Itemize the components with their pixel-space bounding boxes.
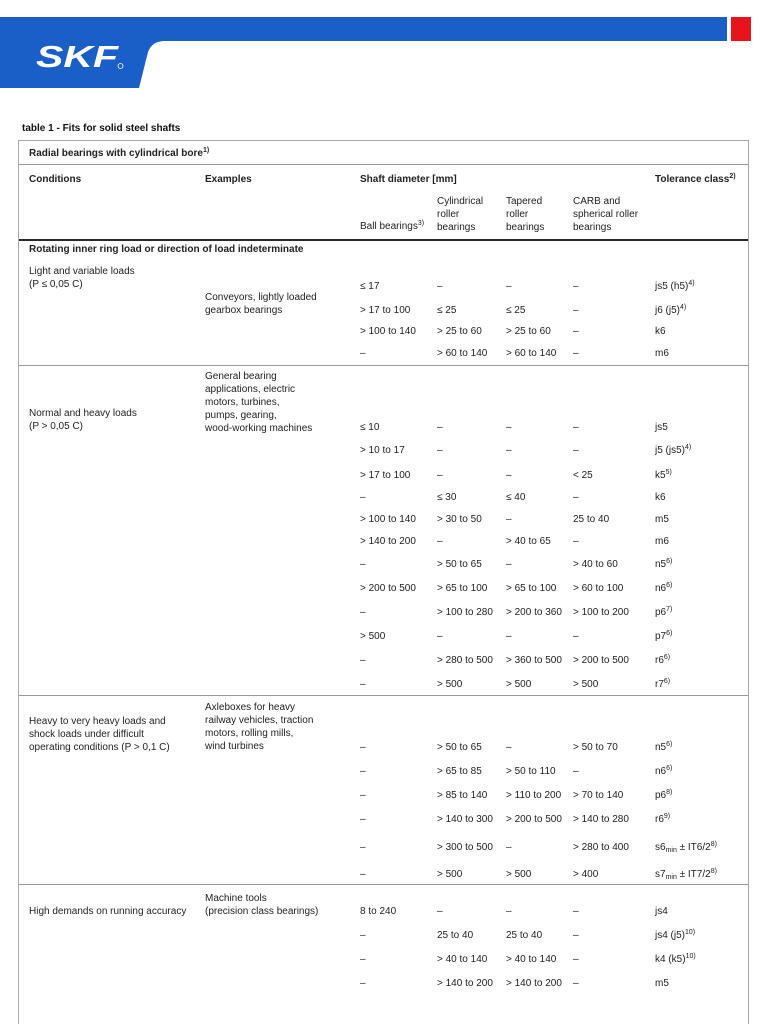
cell-tolerance-class — [655, 535, 669, 548]
skf-logo-text: SKF — [36, 39, 120, 74]
cell-ball-bearings: > 17 to 100 — [360, 470, 411, 481]
cell-tolerance-class — [655, 606, 672, 619]
cell-ball-bearings: > 17 to 100 — [360, 305, 411, 316]
example-text: Axleboxes for heavy — [205, 702, 296, 713]
cell-tolerance-class — [655, 444, 691, 457]
cell-carb-spherical: > 60 to 100 — [573, 583, 624, 594]
footnote-ref: 8) — [710, 841, 717, 848]
skf-header-banner — [0, 0, 768, 88]
cell-tolerance-class — [655, 491, 666, 504]
tolerance-value: n6 — [655, 766, 667, 777]
cell-cylindrical-roller: > 280 to 500 — [437, 655, 493, 666]
cell-tolerance-class — [655, 347, 669, 360]
tolerance-value: j6 (j5) — [655, 305, 681, 316]
cell-cylindrical-roller: > 100 to 280 — [437, 607, 493, 618]
cell-cylindrical-roller: > 140 to 300 — [437, 814, 493, 825]
cell-ball-bearings: – — [360, 790, 366, 801]
condition-text: (P > 0,05 C) — [29, 421, 84, 432]
cell-tapered-roller: > 60 to 140 — [506, 348, 557, 359]
cell-tolerance-class — [655, 654, 670, 667]
cell-cylindrical-roller: ≤ 25 — [437, 305, 457, 316]
cell-carb-spherical: – — [573, 954, 579, 965]
cell-cylindrical-roller: > 500 — [437, 679, 463, 690]
cell-ball-bearings: – — [360, 679, 366, 690]
tolerance-value: r6 — [655, 814, 664, 825]
cell-tolerance-class — [655, 558, 672, 571]
cell-carb-spherical: > 40 to 60 — [573, 559, 618, 570]
cell-ball-bearings: – — [360, 814, 366, 825]
cell-tapered-roller: > 65 to 100 — [506, 583, 557, 594]
cell-tolerance-class — [655, 905, 668, 918]
example-text: applications, electric — [205, 384, 296, 395]
cell-tapered-roller: 25 to 40 — [506, 930, 543, 941]
tolerance-value: j5 (js5) — [655, 445, 686, 456]
cell-tapered-roller: – — [506, 514, 512, 525]
tolerance-value: p6 — [655, 607, 667, 618]
footnote-ref: 6) — [666, 741, 673, 748]
cell-cylindrical-roller: > 65 to 85 — [437, 766, 482, 777]
group-divider — [19, 695, 748, 696]
footnote-ref: 6) — [663, 654, 671, 661]
cell-cylindrical-roller: > 30 to 50 — [437, 514, 482, 525]
header-cylindrical-roller-bearings: Cylindrical — [437, 196, 484, 207]
cell-carb-spherical: – — [573, 348, 579, 359]
cell-tapered-roller: – — [506, 422, 512, 433]
cell-carb-spherical: > 400 — [573, 869, 599, 880]
example-text: Machine tools — [205, 893, 267, 904]
cell-tapered-roller: > 500 — [506, 869, 532, 880]
cell-cylindrical-roller: – — [437, 631, 443, 642]
tolerance-value: js4 — [655, 906, 668, 917]
cell-cylindrical-roller: > 140 to 200 — [437, 978, 493, 989]
example-text: wood-working machines — [205, 423, 313, 434]
cell-tapered-roller: – — [506, 470, 512, 481]
footnote-ref: 7) — [666, 606, 673, 613]
tolerance-value: m6 — [655, 536, 669, 547]
cell-ball-bearings: – — [360, 930, 366, 941]
cell-cylindrical-roller: – — [437, 445, 443, 456]
tolerance-value: m6 — [655, 348, 669, 359]
tolerance-value: js5 (h5) — [655, 281, 689, 292]
footnote-ref: 6) — [666, 630, 673, 637]
footnote-ref: 10) — [685, 953, 696, 960]
cell-cylindrical-roller: ≤ 30 — [437, 492, 457, 503]
header-cylindrical-roller-bearings: roller — [437, 209, 460, 220]
example-text: motors, turbines, — [205, 397, 280, 408]
cell-tolerance-class — [655, 582, 672, 595]
cell-tolerance-class — [655, 953, 696, 966]
cell-carb-spherical: > 50 to 70 — [573, 742, 618, 753]
cell-carb-spherical: – — [573, 766, 579, 777]
cell-tapered-roller: > 140 to 200 — [506, 978, 562, 989]
tolerance-tail: ± IT6/2 — [676, 842, 711, 853]
cell-ball-bearings: > 200 to 500 — [360, 583, 416, 594]
condition-text: (P ≤ 0,05 C) — [29, 279, 83, 290]
cell-tolerance-class — [655, 513, 669, 526]
footnote-ref: 4) — [688, 280, 695, 287]
cell-tapered-roller: – — [506, 842, 512, 853]
tolerance-value: k6 — [655, 326, 666, 337]
cell-ball-bearings: – — [360, 348, 366, 359]
cell-ball-bearings: ≤ 10 — [360, 422, 380, 433]
cell-tolerance-class — [655, 741, 672, 754]
skf-logo — [36, 39, 123, 74]
cell-tapered-roller: > 40 to 65 — [506, 536, 551, 547]
red-corner-square — [731, 17, 751, 41]
cell-carb-spherical: – — [573, 631, 579, 642]
tolerance-subscript: min — [665, 847, 677, 854]
cell-carb-spherical: 25 to 40 — [573, 514, 610, 525]
cell-tolerance-class — [655, 678, 670, 691]
cell-ball-bearings: > 140 to 200 — [360, 536, 416, 547]
tolerance-value: js5 — [655, 422, 668, 433]
cell-cylindrical-roller: – — [437, 422, 443, 433]
cell-ball-bearings: – — [360, 742, 366, 753]
tolerance-subscript: min — [665, 874, 677, 881]
tolerance-value: k4 (k5) — [655, 954, 686, 965]
cell-carb-spherical: – — [573, 978, 579, 989]
cell-ball-bearings: – — [360, 869, 366, 880]
example-text: General bearing — [205, 371, 277, 382]
cell-tolerance-class — [655, 304, 686, 317]
header-ball-bearings: Ball bearings$^{3)}$ — [360, 220, 425, 232]
cell-tapered-roller: – — [506, 559, 512, 570]
cell-tapered-roller: > 360 to 500 — [506, 655, 562, 666]
cell-carb-spherical: > 100 to 200 — [573, 607, 629, 618]
cell-tapered-roller: > 500 — [506, 679, 532, 690]
condition-text: Light and variable loads — [29, 266, 135, 277]
cell-carb-spherical: – — [573, 281, 579, 292]
header-tolerance-class: Tolerance class$^{2)}$ — [655, 173, 736, 185]
cell-ball-bearings: – — [360, 559, 366, 570]
example-text: (precision class bearings) — [205, 906, 319, 917]
cell-tapered-roller: – — [506, 742, 512, 753]
example-text: wind turbines — [205, 741, 264, 752]
condition-text: Normal and heavy loads — [29, 408, 137, 419]
tolerance-tail: ± IT7/2 — [676, 869, 711, 880]
footnote-ref: 9) — [663, 813, 671, 820]
cell-cylindrical-roller: > 85 to 140 — [437, 790, 488, 801]
cell-tapered-roller: > 40 to 140 — [506, 954, 557, 965]
cell-ball-bearings: > 500 — [360, 631, 386, 642]
example-text: Conveyors, lightly loaded — [205, 292, 317, 303]
cell-tapered-roller: > 110 to 200 — [506, 790, 562, 801]
cell-cylindrical-roller: > 500 — [437, 869, 463, 880]
cell-ball-bearings: ≤ 17 — [360, 281, 380, 292]
cell-carb-spherical: – — [573, 536, 579, 547]
group-divider — [19, 365, 748, 366]
header-examples: Examples — [205, 174, 252, 185]
cell-carb-spherical: > 140 to 280 — [573, 814, 629, 825]
example-text: gearbox bearings — [205, 305, 283, 316]
cell-ball-bearings: – — [360, 492, 366, 503]
tolerance-value: m5 — [655, 514, 669, 525]
cell-cylindrical-roller: – — [437, 470, 443, 481]
header-cylindrical-roller-bearings: bearings — [437, 222, 476, 233]
cell-carb-spherical: > 500 — [573, 679, 599, 690]
cell-tolerance-class — [655, 280, 695, 293]
cell-carb-spherical: – — [573, 445, 579, 456]
footnote-ref: 2) — [729, 173, 736, 180]
cell-tapered-roller: – — [506, 445, 512, 456]
cell-tapered-roller: – — [506, 631, 512, 642]
cell-carb-spherical: – — [573, 930, 579, 941]
cell-cylindrical-roller: > 50 to 65 — [437, 559, 482, 570]
cell-carb-spherical: – — [573, 492, 579, 503]
example-text: railway vehicles, traction — [205, 715, 314, 726]
cell-cylindrical-roller: > 40 to 140 — [437, 954, 488, 965]
condition-text: operating conditions (P > 0,1 C) — [29, 742, 170, 753]
tolerance-value: s7 — [655, 869, 666, 880]
cell-tolerance-class — [655, 630, 672, 643]
table-caption: table 1 - Fits for solid steel shafts — [22, 123, 181, 134]
condition-text: Heavy to very heavy loads and — [29, 716, 166, 727]
cell-carb-spherical: > 280 to 400 — [573, 842, 629, 853]
footnote-ref: 6) — [663, 678, 671, 685]
tolerance-value: k6 — [655, 492, 666, 503]
cell-cylindrical-roller: 25 to 40 — [437, 930, 474, 941]
footnote-ref: 4) — [680, 304, 687, 311]
cell-tolerance-class — [655, 977, 669, 990]
tolerance-value: m5 — [655, 978, 669, 989]
cell-ball-bearings: – — [360, 978, 366, 989]
cell-cylindrical-roller: – — [437, 906, 443, 917]
cell-ball-bearings: – — [360, 954, 366, 965]
tolerance-value: s6 — [655, 842, 666, 853]
cell-tolerance-class — [655, 929, 695, 942]
tolerance-value: k5 — [655, 470, 666, 481]
tolerance-value: n5 — [655, 742, 667, 753]
divider — [19, 164, 748, 165]
cell-tapered-roller: ≤ 40 — [506, 492, 526, 503]
group-divider — [19, 884, 748, 885]
cell-tolerance-class — [655, 421, 668, 434]
cell-tolerance-class — [655, 765, 672, 778]
footnote-ref: 8) — [710, 868, 717, 875]
header-shaft-diameter: Shaft diameter [mm] — [360, 174, 457, 185]
cell-cylindrical-roller: > 25 to 60 — [437, 326, 482, 337]
cell-ball-bearings: > 100 to 140 — [360, 326, 416, 337]
cell-ball-bearings: – — [360, 607, 366, 618]
footnote-ref: 8) — [666, 789, 673, 796]
footnote-ref: 10) — [685, 929, 696, 936]
example-text: pumps, gearing, — [205, 410, 277, 421]
tolerance-value: n6 — [655, 583, 667, 594]
cell-ball-bearings: 8 to 240 — [360, 906, 397, 917]
cell-carb-spherical: – — [573, 906, 579, 917]
condition-text: shock loads under difficult — [29, 729, 144, 740]
cell-tapered-roller: ≤ 25 — [506, 305, 526, 316]
example-text: motors, rolling mills, — [205, 728, 294, 739]
footnote-ref: 1) — [202, 147, 210, 154]
header-conditions: Conditions — [29, 174, 82, 185]
tolerance-value: p6 — [655, 790, 667, 801]
cell-cylindrical-roller: > 65 to 100 — [437, 583, 488, 594]
cell-ball-bearings: > 10 to 17 — [360, 445, 405, 456]
table-title: Radial bearings with cylindrical bore$^{1)}$ — [29, 147, 210, 159]
header-divider — [19, 239, 748, 241]
cell-carb-spherical: > 200 to 500 — [573, 655, 629, 666]
cell-ball-bearings: – — [360, 766, 366, 777]
footnote-ref: 4) — [685, 444, 692, 451]
tolerance-value: p7 — [655, 631, 667, 642]
cell-cylindrical-roller: – — [437, 281, 443, 292]
condition-text: High demands on running accuracy — [29, 906, 187, 917]
cell-tapered-roller: > 25 to 60 — [506, 326, 551, 337]
cell-carb-spherical: – — [573, 305, 579, 316]
cell-carb-spherical: – — [573, 422, 579, 433]
cell-tolerance-class — [655, 841, 717, 854]
header-carb-spherical-roller-bearings: bearings — [573, 222, 612, 233]
cell-tapered-roller: > 200 to 360 — [506, 607, 562, 618]
header-tapered-roller-bearings: roller — [506, 209, 529, 220]
cell-ball-bearings: – — [360, 842, 366, 853]
cell-carb-spherical: – — [573, 326, 579, 337]
cell-tolerance-class — [655, 813, 670, 826]
footnote-ref: 3) — [417, 220, 425, 227]
footnote-ref: 6) — [666, 582, 673, 589]
header-carb-spherical-roller-bearings: spherical roller — [573, 209, 639, 220]
cell-tolerance-class — [655, 325, 666, 338]
footnote-ref: 5) — [665, 469, 672, 476]
footnote-ref: 6) — [666, 765, 673, 772]
cell-tapered-roller: > 200 to 500 — [506, 814, 562, 825]
section-heading: Rotating inner ring load or direction of load indeterminate — [29, 244, 304, 255]
header-tapered-roller-bearings: bearings — [506, 222, 545, 233]
cell-carb-spherical: < 25 — [573, 470, 593, 481]
tolerance-value: n5 — [655, 559, 667, 570]
cell-carb-spherical: > 70 to 140 — [573, 790, 624, 801]
cell-cylindrical-roller: > 300 to 500 — [437, 842, 493, 853]
cell-cylindrical-roller: – — [437, 536, 443, 547]
header-carb-spherical-roller-bearings: CARB and — [573, 196, 621, 207]
cell-tolerance-class — [655, 469, 672, 482]
tolerance-value: r7 — [655, 679, 664, 690]
cell-cylindrical-roller: > 50 to 65 — [437, 742, 482, 753]
fits-table — [18, 140, 749, 1024]
cell-ball-bearings: > 100 to 140 — [360, 514, 416, 525]
cell-tolerance-class — [655, 868, 717, 881]
tolerance-value: r6 — [655, 655, 664, 666]
cell-tapered-roller: > 50 to 110 — [506, 766, 556, 777]
cell-ball-bearings: – — [360, 655, 366, 666]
tolerance-value: js4 (j5) — [655, 930, 686, 941]
cell-tolerance-class — [655, 789, 672, 802]
footnote-ref: 6) — [666, 558, 673, 565]
cell-tapered-roller: – — [506, 906, 512, 917]
cell-cylindrical-roller: > 60 to 140 — [437, 348, 488, 359]
cell-tapered-roller: – — [506, 281, 512, 292]
header-tapered-roller-bearings: Tapered — [506, 196, 543, 207]
